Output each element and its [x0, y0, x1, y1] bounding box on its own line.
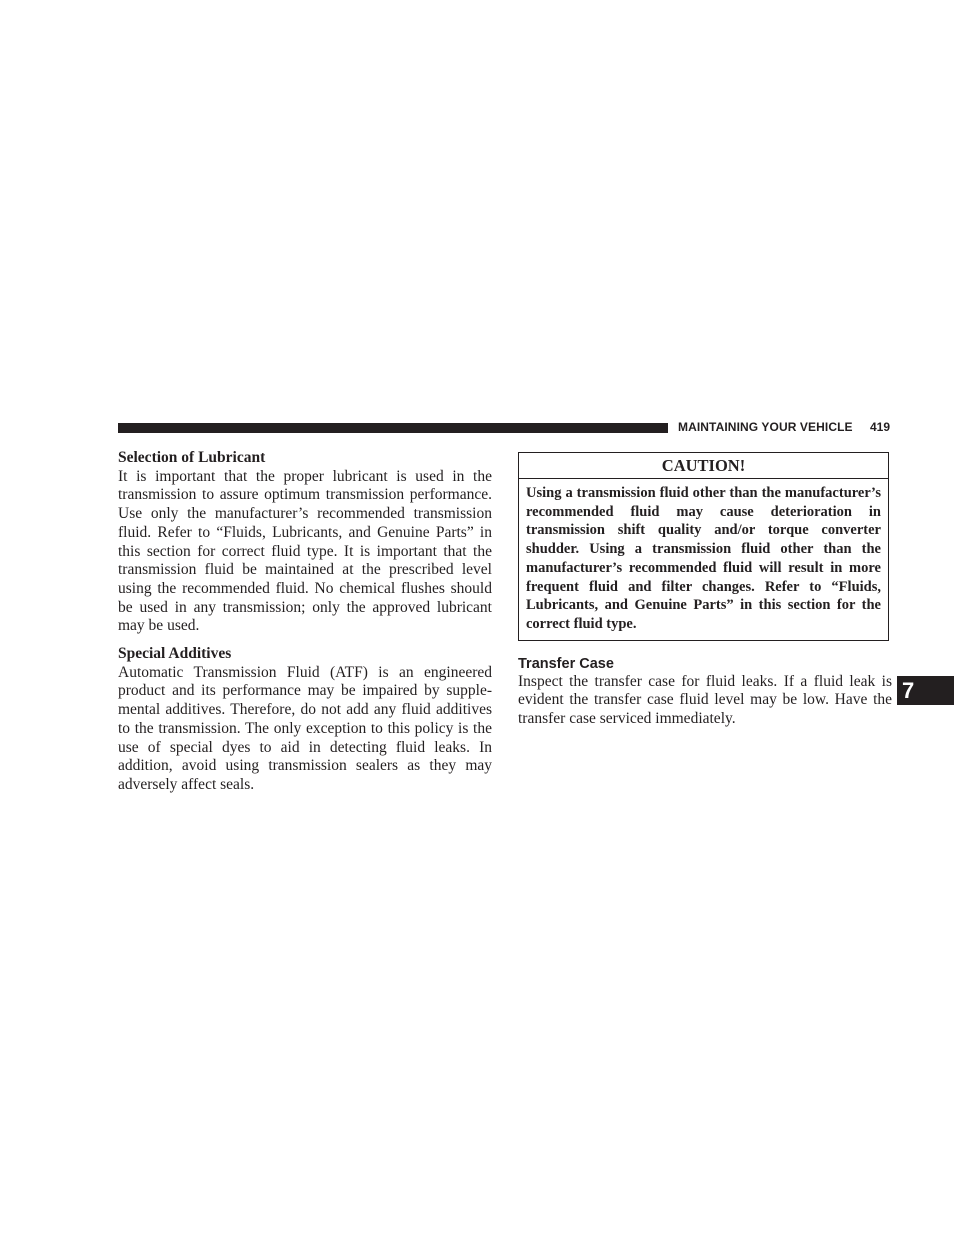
transfer-case-text: Inspect the transfer case for fluid leaks. If a fluid leak is evident the transfer case fluid level may be low. Have the transfer case serviced immediately.	[518, 672, 892, 728]
left-column	[118, 449, 492, 795]
caution-box	[518, 452, 889, 641]
caution-text: Using a transmission fluid other than the manufacturer’s recommended fluid may cause deterioration in transmission shift quality and/or torque converter shudder. Using a transmission fluid other than the manufacturer’s recommended fluid will result in more frequent fluid and filter changes. Refer to “Fluids, Lubricants, and Genuine Parts” in this section for the correct fluid type.	[526, 485, 881, 632]
selection-of-lubricant-heading: Selection of Lubricant	[118, 449, 266, 466]
right-column	[518, 452, 892, 729]
transfer-case-heading: Transfer Case	[518, 655, 614, 672]
chapter-tab: 7	[897, 676, 954, 705]
section-title: MAINTAINING YOUR VEHICLE	[678, 420, 853, 434]
caution-title: CAUTION!	[519, 453, 888, 479]
special-additives-text: Automatic Transmission Fluid (ATF) is an engineered product and its performance may be impaired by supplemental additives. Therefore, do not add any fluid additives to the transmission. The only exception to this policy is the use of special dyes to aid in detecting fluid leaks. In addition, avoid using transmission sealers as they may adversely affect seals.	[118, 663, 492, 793]
special-additives-heading: Special Additives	[118, 645, 232, 663]
selection-of-lubricant-text: It is important that the proper lubricant is used in the transmission to assure optimum transmission performance. Use only the manufacturer’s recommended transmission fluid. Refer to “Fluids, Lubricants, and Genuine Parts” in this section for correct fluid type. It is important that the transmission fluid be maintained at the prescribed level using the recommended fluid. No chemical flushes should be used in any transmission; only the approved lubricant may be used.	[118, 467, 492, 635]
page-number: 419	[870, 420, 891, 434]
header-rule	[118, 423, 668, 433]
